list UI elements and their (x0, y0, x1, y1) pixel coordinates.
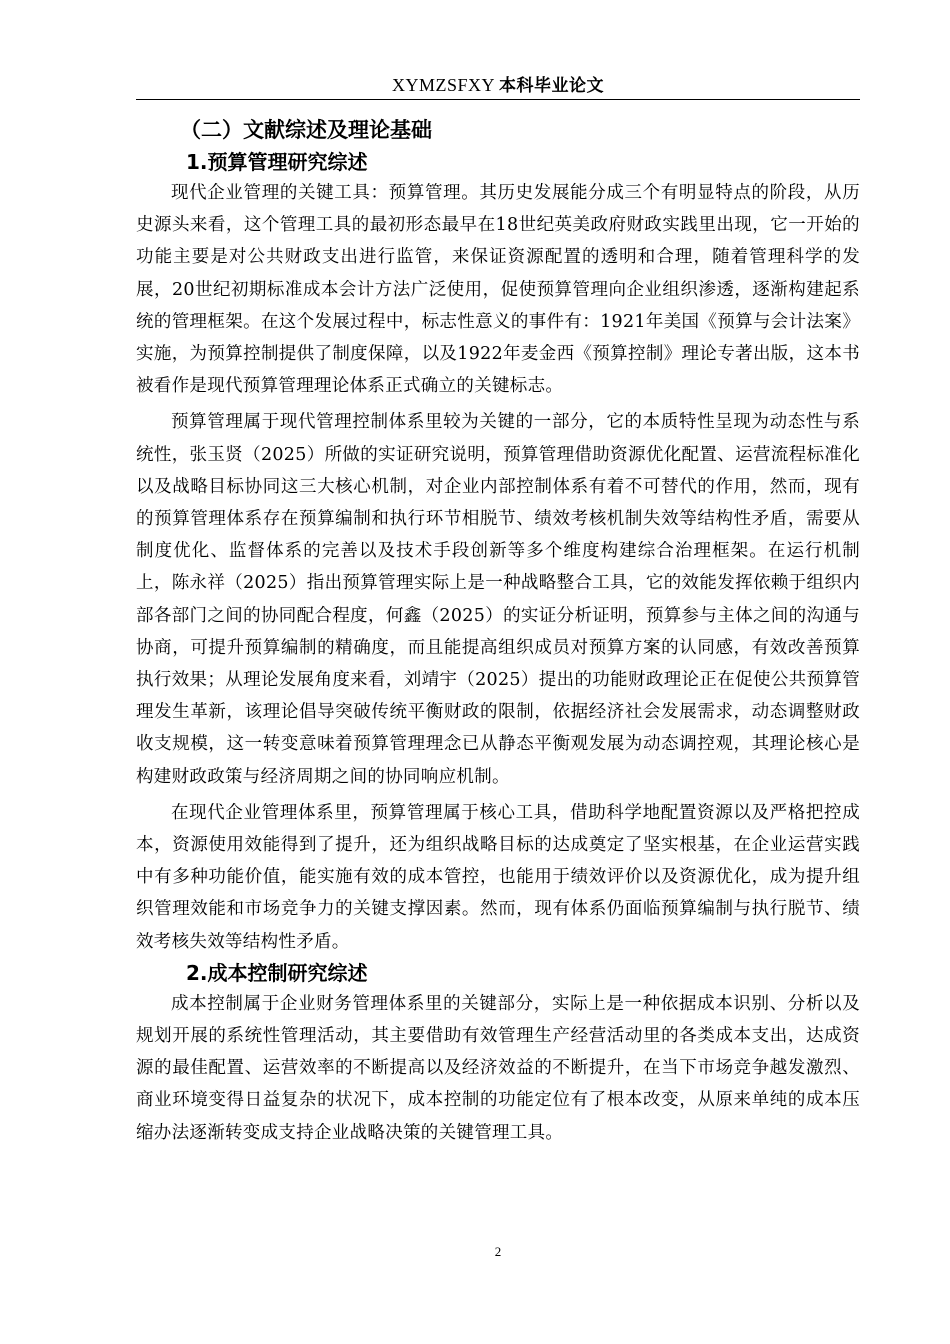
paragraph: 在现代企业管理体系里，预算管理属于核心工具，借助科学地配置资源以及严格把控成本，资源使用效能得到了提升，还为组织战略目标的达成奠定了坚实根基，在企业运营实践中有多种功能价值，能实施有效的成本管控，也能用于绩效评价以及资源优化，成为提升组织管理效能和市场竞争力的关键支撑因素。然而，现有体系仍面临预算编制与执行脱节、绩效考核失效等结构性矛盾。 (136, 802, 860, 952)
header-thesis-label: 本科毕业论文 (499, 76, 605, 96)
header-divider (136, 99, 860, 100)
document-body (136, 113, 860, 1149)
subsection-title-budget: 1.预算管理研究综述 (186, 150, 368, 174)
page-header (136, 74, 860, 97)
paragraph: 现代企业管理的关键工具：预算管理。其历史发展能分成三个有明显特点的阶段，从历史源头来看，这个管理工具的最初形态最早在18世纪英美政府财政实践里出现，它一开始的功能主要是对公共财政支出进行监管，来保证资源配置的透明和合理，随着管理科学的发展，20世纪初期标准成本会计方法广泛使用，促使预算管理向企业组织渗透，逐渐构建起系统的管理框架。在这个发展过程中，标志性意义的事件有：1921年美国《预算与会计法案》实施，为预算控制提供了制度保障，以及1922年麦金西《预算控制》理论专著出版，这本书被看作是现代预算管理理论体系正式确立的关键标志。 (136, 183, 860, 397)
header-school-code: XYMZSFXY (391, 75, 496, 95)
paragraph: 预算管理属于现代管理控制体系里较为关键的一部分，它的本质特性呈现为动态性与系统性，张玉贤（2025）所做的实证研究说明，预算管理借助资源优化配置、运营流程标准化以及战略目标协同这三大核心机制，对企业内部控制体系有着不可替代的作用，然而，现有的预算管理体系存在预算编制和执行环节相脱节、绩效考核机制失效等结构性矛盾，需要从制度优化、监督体系的完善以及技术手段创新等多个维度构建综合治理框架。在运行机制上，陈永祥（2025）指出预算管理实际上是一种战略整合工具，它的效能发挥依赖于组织内部各部门之间的协同配合程度，何鑫（2025）的实证分析证明，预算参与主体之间的沟通与协商，可提升预算编制的精确度，而且能提高组织成员对预算方案的认同感，有效改善预算执行效果；从理论发展角度来看，刘靖宇（2025）提出的功能财政理论正在促使公共预算管理发生革新，该理论倡导突破传统平衡财政的限制，依据经济社会发展需求，动态调整财政收支规模，这一转变意味着预算管理理念已从静态平衡观发展为动态调控观，其理论核心是构建财政政策与经济周期之间的协同响应机制。 (136, 412, 860, 787)
section-title: （二）文献综述及理论基础 (180, 118, 432, 142)
paragraph: 成本控制属于企业财务管理体系里的关键部分，实际上是一种依据成本识别、分析以及规划开展的系统性管理活动，其主要借助有效管理生产经营活动里的各类成本支出，达成资源的最佳配置、运营效率的不断提高以及经济效益的不断提升，在当下市场竞争越发激烈、商业环境变得日益复杂的状况下，成本控制的功能定位有了根本改变，从原来单纯的成本压缩办法逐渐转变成支持企业战略决策的关键管理工具。 (136, 993, 860, 1143)
page-number: 2 (494, 1244, 502, 1259)
subsection-title-cost: 2.成本控制研究综述 (186, 960, 368, 985)
